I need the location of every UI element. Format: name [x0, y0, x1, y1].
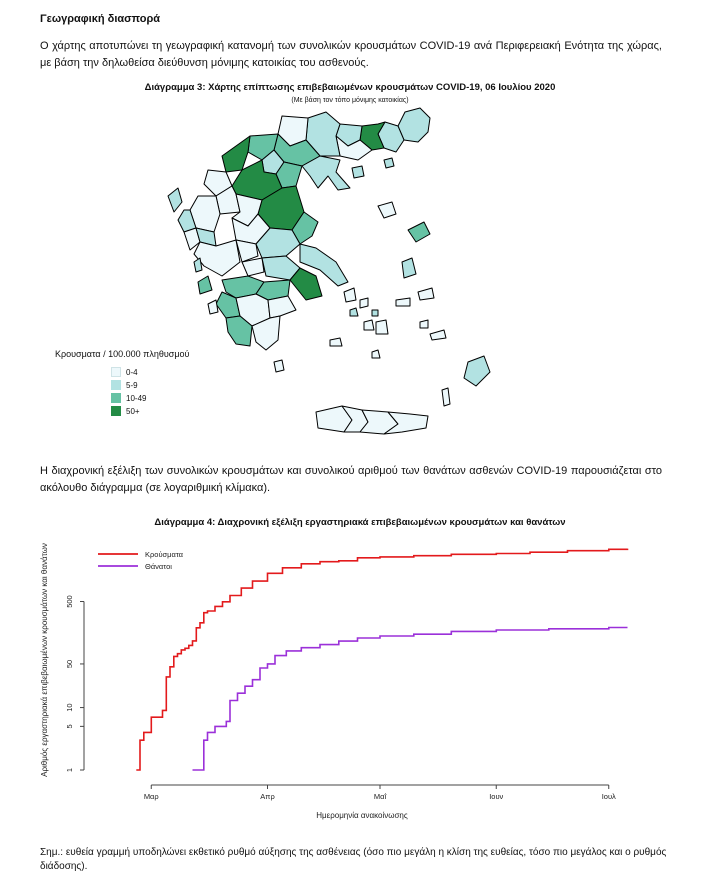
x-tick-label: Απρ [260, 792, 275, 801]
legend-label: 50+ [126, 407, 140, 416]
chart-title: Διάγραμμα 4: Διαχρονική εξέλιξη εργαστηριακά επιβεβαιωμένων κρουσμάτων και θανάτων [154, 517, 566, 528]
series-line-1 [136, 549, 627, 770]
chart-y-axis-label: Αριθμός εργαστηριακά επιβεβαιωμένων κρουσμάτων και θανάτων [40, 543, 49, 777]
legend-label: 5-9 [126, 381, 138, 390]
x-tick-label: Ιουλ [601, 792, 616, 801]
map-legend-title: Κρουσματα / 100.000 πληθυσμού [55, 349, 190, 359]
y-tick-label: 1 [65, 767, 74, 773]
chart-footnote: Σημ.: ευθεία γραμμή υποδηλώνει εκθετικό ρυθμό αύξησης της ασθένειας (όσο πιο μεγάλη η κλίση της ευθείας, τόσο πιο μεγάλος και ο ρυθμός διάδοσης). [40, 847, 667, 872]
y-tick-label: 5 [65, 724, 74, 729]
chart-intro-paragraph: Η διαχρονική εξέλιξη των συνολικών κρουσμάτων και συνολικού αριθμού των θανάτων ασθενών COVID-19 παρουσιάζεται στο ακόλουθο διάγραμμα (σε λογαριθμική κλίμακα). [40, 465, 662, 494]
map-subtitle: (Με βάση τον τόπο μόνιμης κατοικίας) [291, 97, 409, 104]
x-tick-label: Ιουν [489, 792, 504, 801]
y-tick-label: 10 [65, 703, 74, 712]
legend-label: 10-49 [126, 394, 147, 403]
y-tick-label: 50 [65, 659, 74, 669]
map-title: Διάγραμμα 3: Χάρτης επίπτωσης επιβεβαιωμένων κρουσμάτων COVID-19, 06 Ιουλίου 2020 [144, 82, 556, 93]
series-line-2 [193, 628, 628, 771]
legend-label-1: Κρούσματα [145, 550, 184, 559]
chart-x-axis-label: Ημερομηνία ανακοίνωσης [316, 811, 408, 820]
map-intro-paragraph: Ο χάρτης αποτυπώνει τη γεωγραφική κατανομή των συνολικών κρουσμάτων COVID-19 ανά Περιφερειακή Ενότητα της χώρας, με βάση την δηλωθείσα διεύθυνση μόνιμης κατοικίας του ασθενούς. [40, 40, 662, 69]
chart-axes [65, 595, 616, 801]
legend-label-2: Θάνατοι [145, 562, 172, 571]
legend-label: 0-4 [126, 368, 138, 377]
section-title: Γεωγραφική διασπορά [40, 13, 161, 25]
chart-lines [136, 549, 627, 770]
x-tick-label: Μαΐ [373, 792, 387, 801]
x-tick-label: Μαρ [143, 792, 159, 801]
chart-legend [98, 550, 184, 571]
y-tick-label: 500 [65, 595, 74, 608]
